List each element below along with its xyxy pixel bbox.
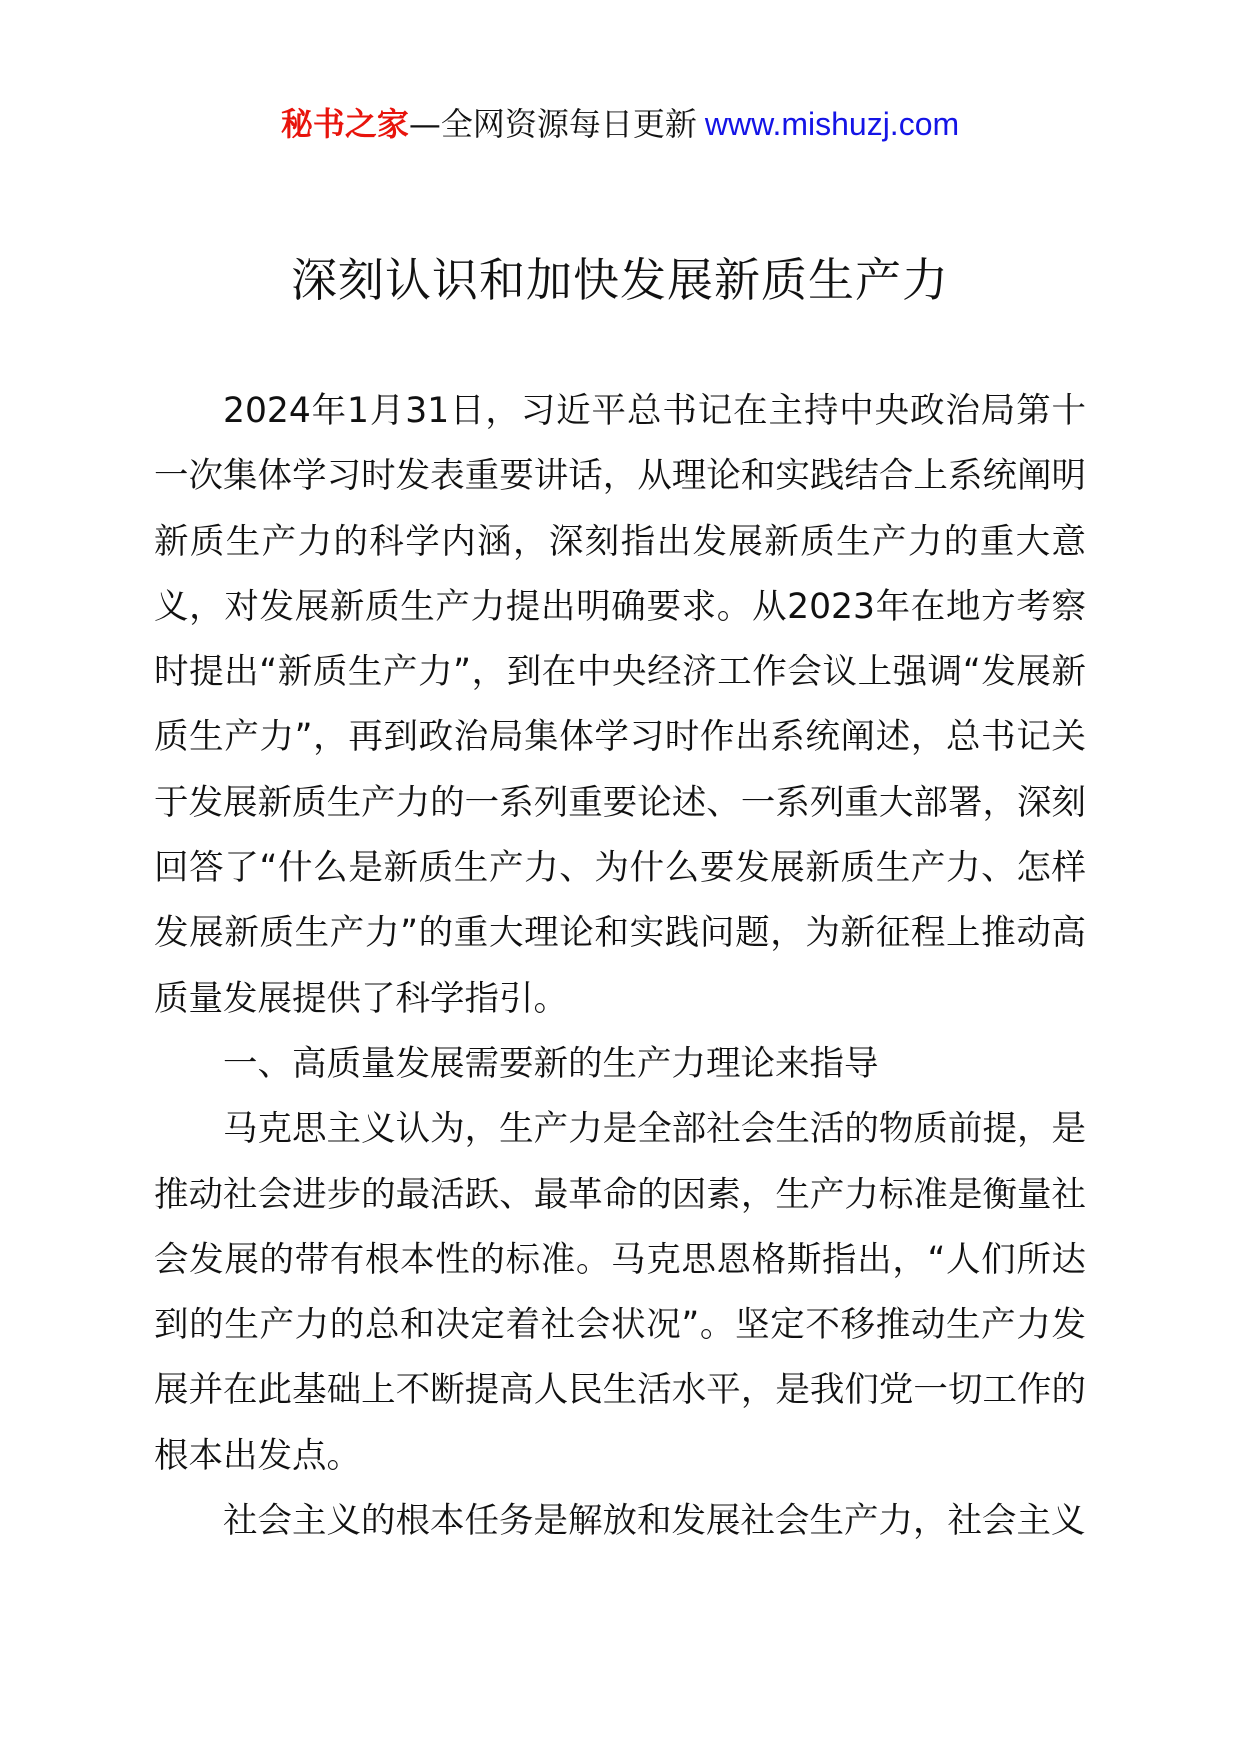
paragraph-intro: 2024年1月31日，习近平总书记在主持中央政治局第十一次集体学习时发表重要讲话，从理论和实践结合上系统阐明新质生产力的科学内涵，深刻指出发展新质生产力的重大意义，对发展新质生产力提出明确要求。从2023年在地方考察时提出“新质生产力”，到在中央经济工作会议上强调“发展新质生产力”，再到政治局集体学习时作出系统阐述，总书记关于发展新质生产力的一系列重要论述、一系列重大部署，深刻回答了“什么是新质生产力、为什么要发展新质生产力、怎样发展新质生产力”的重大理论和实践问题，为新征程上推动高质量发展提供了科学指引。 [154,391,1086,1019]
paragraph-socialism: 社会主义的根本任务是解放和发展社会生产力，社会主义 [223,1501,1086,1542]
document-body [154,379,1086,1554]
paragraph-marxism: 马克思主义认为，生产力是全部社会生活的物质前提，是推动社会进步的最活跃、最革命的因素，生产力标准是衡量社会发展的带有根本性的标准。马克思恩格斯指出，“人们所达到的生产力的总和决定着社会状况”。坚定不移推动生产力发展并在此基础上不断提高人民生活水平，是我们党一切工作的根本出发点。 [154,1109,1086,1476]
site-tagline: —全网资源每日更新 [408,105,697,143]
site-header-banner [0,102,1240,146]
document-title: 深刻认识和加快发展新质生产力 [291,253,949,307]
site-url-link[interactable]: www.mishuzj.com [704,106,960,142]
site-brand-name: 秘书之家 [280,105,409,143]
section-heading-1: 一、高质量发展需要新的生产力理论来指导 [223,1043,879,1084]
